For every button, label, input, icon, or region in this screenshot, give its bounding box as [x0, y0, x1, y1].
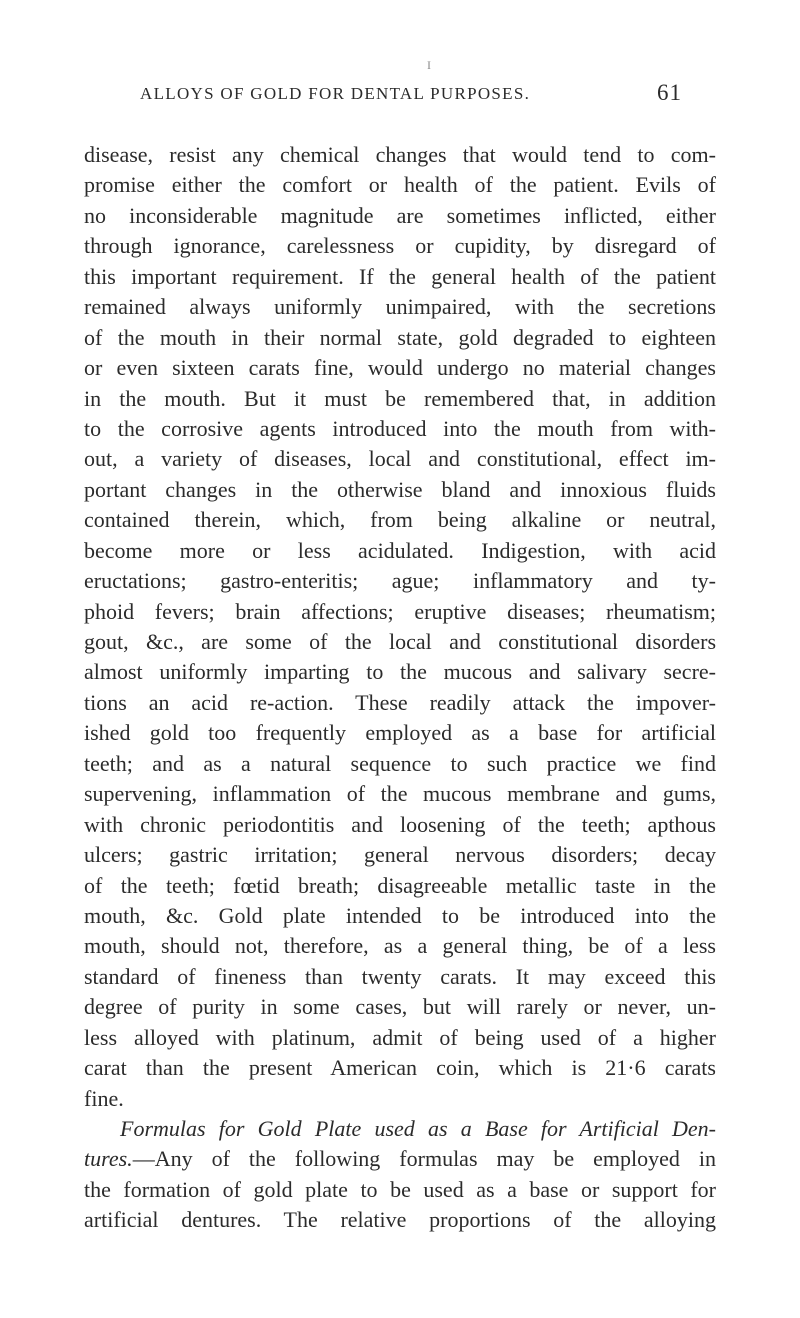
text-line: no inconsiderable magnitude are sometimes inflicted, either — [84, 202, 716, 228]
text-line: artificial dentures. The relative proportions of the alloying — [84, 1207, 716, 1233]
paragraph — [84, 140, 716, 1114]
text-line-fragment: —Any of the following formulas may be employed in — [132, 1146, 716, 1172]
text-line: the formation of gold plate to be used as a base or support for — [84, 1176, 716, 1202]
text-line: eructations; gastro-enteritis; ague; inflammatory and ty- — [84, 568, 716, 594]
stray-print-mark: I — [427, 58, 431, 72]
section-heading-line — [84, 1144, 716, 1174]
text-line: with chronic periodontitis and loosening of the teeth; apthous — [84, 811, 716, 837]
paragraph — [84, 1114, 716, 1236]
page-number: 61 — [657, 80, 682, 105]
text-line: of the mouth in their normal state, gold degraded to eighteen — [84, 324, 716, 350]
text-line: gout, &c., are some of the local and constitutional disorders — [84, 629, 716, 654]
text-line: out, a variety of diseases, local and constitutional, effect im- — [84, 446, 716, 472]
text-line: standard of fineness than twenty carats. It may exceed this — [84, 963, 716, 989]
text-line: carat than the present American coin, which is 21·6 carats — [84, 1055, 716, 1081]
text-line: through ignorance, carelessness or cupidity, by disregard of — [84, 233, 716, 259]
body-text — [84, 140, 716, 1236]
text-line: less alloyed with platinum, admit of being used of a higher — [84, 1024, 716, 1050]
text-line: portant changes in the otherwise bland and innoxious fluids — [84, 476, 716, 502]
page-header — [118, 78, 682, 110]
text-line: almost uniformly imparting to the mucous and salivary secre- — [84, 659, 716, 685]
section-heading-end: tures. — [84, 1146, 133, 1172]
text-line: supervening, inflammation of the mucous membrane and gums, — [84, 781, 716, 807]
text-line: of the teeth; fœtid breath; disagreeable metallic taste in the — [84, 872, 716, 898]
text-line: tions an acid re-action. These readily attack the impover- — [84, 689, 716, 715]
text-line: ulcers; gastric irritation; general nervous disorders; decay — [84, 842, 716, 868]
text-line: in the mouth. But it must be remembered that, in addition — [84, 385, 716, 411]
section-heading-line: Formulas for Gold Plate used as a Base for Artificial Den- — [120, 1116, 716, 1141]
paragraph-lines — [84, 1175, 716, 1236]
text-line: promise either the comfort or health of the patient. Evils of — [84, 172, 716, 198]
text-line: fine. — [84, 1085, 124, 1111]
text-line: mouth, &c. Gold plate intended to be introduced into the — [84, 902, 716, 928]
text-line: phoid fevers; brain affections; eruptive diseases; rheumatism; — [84, 598, 716, 624]
text-line: to the corrosive agents introduced into the mouth from with- — [84, 415, 716, 441]
text-line: ished gold too frequently employed as a base for artificial — [84, 720, 716, 746]
text-line: or even sixteen carats fine, would undergo no material changes — [84, 355, 716, 381]
text-line: teeth; and as a natural sequence to such practice we find — [84, 750, 716, 776]
text-line: contained therein, which, from being alkaline or neutral, — [84, 507, 716, 533]
text-line: remained always uniformly unimpaired, with the secretions — [84, 294, 716, 320]
text-line: mouth, should not, therefore, as a general thing, be of a less — [84, 933, 716, 959]
text-line: degree of purity in some cases, but will rarely or never, un- — [84, 994, 716, 1020]
text-line: disease, resist any chemical changes that would tend to com- — [84, 142, 716, 167]
running-head: ALLOYS OF GOLD FOR DENTAL PURPOSES. — [140, 84, 531, 103]
text-line: become more or less acidulated. Indigestion, with acid — [84, 537, 716, 563]
text-line: this important requirement. If the general health of the patient — [84, 263, 716, 289]
